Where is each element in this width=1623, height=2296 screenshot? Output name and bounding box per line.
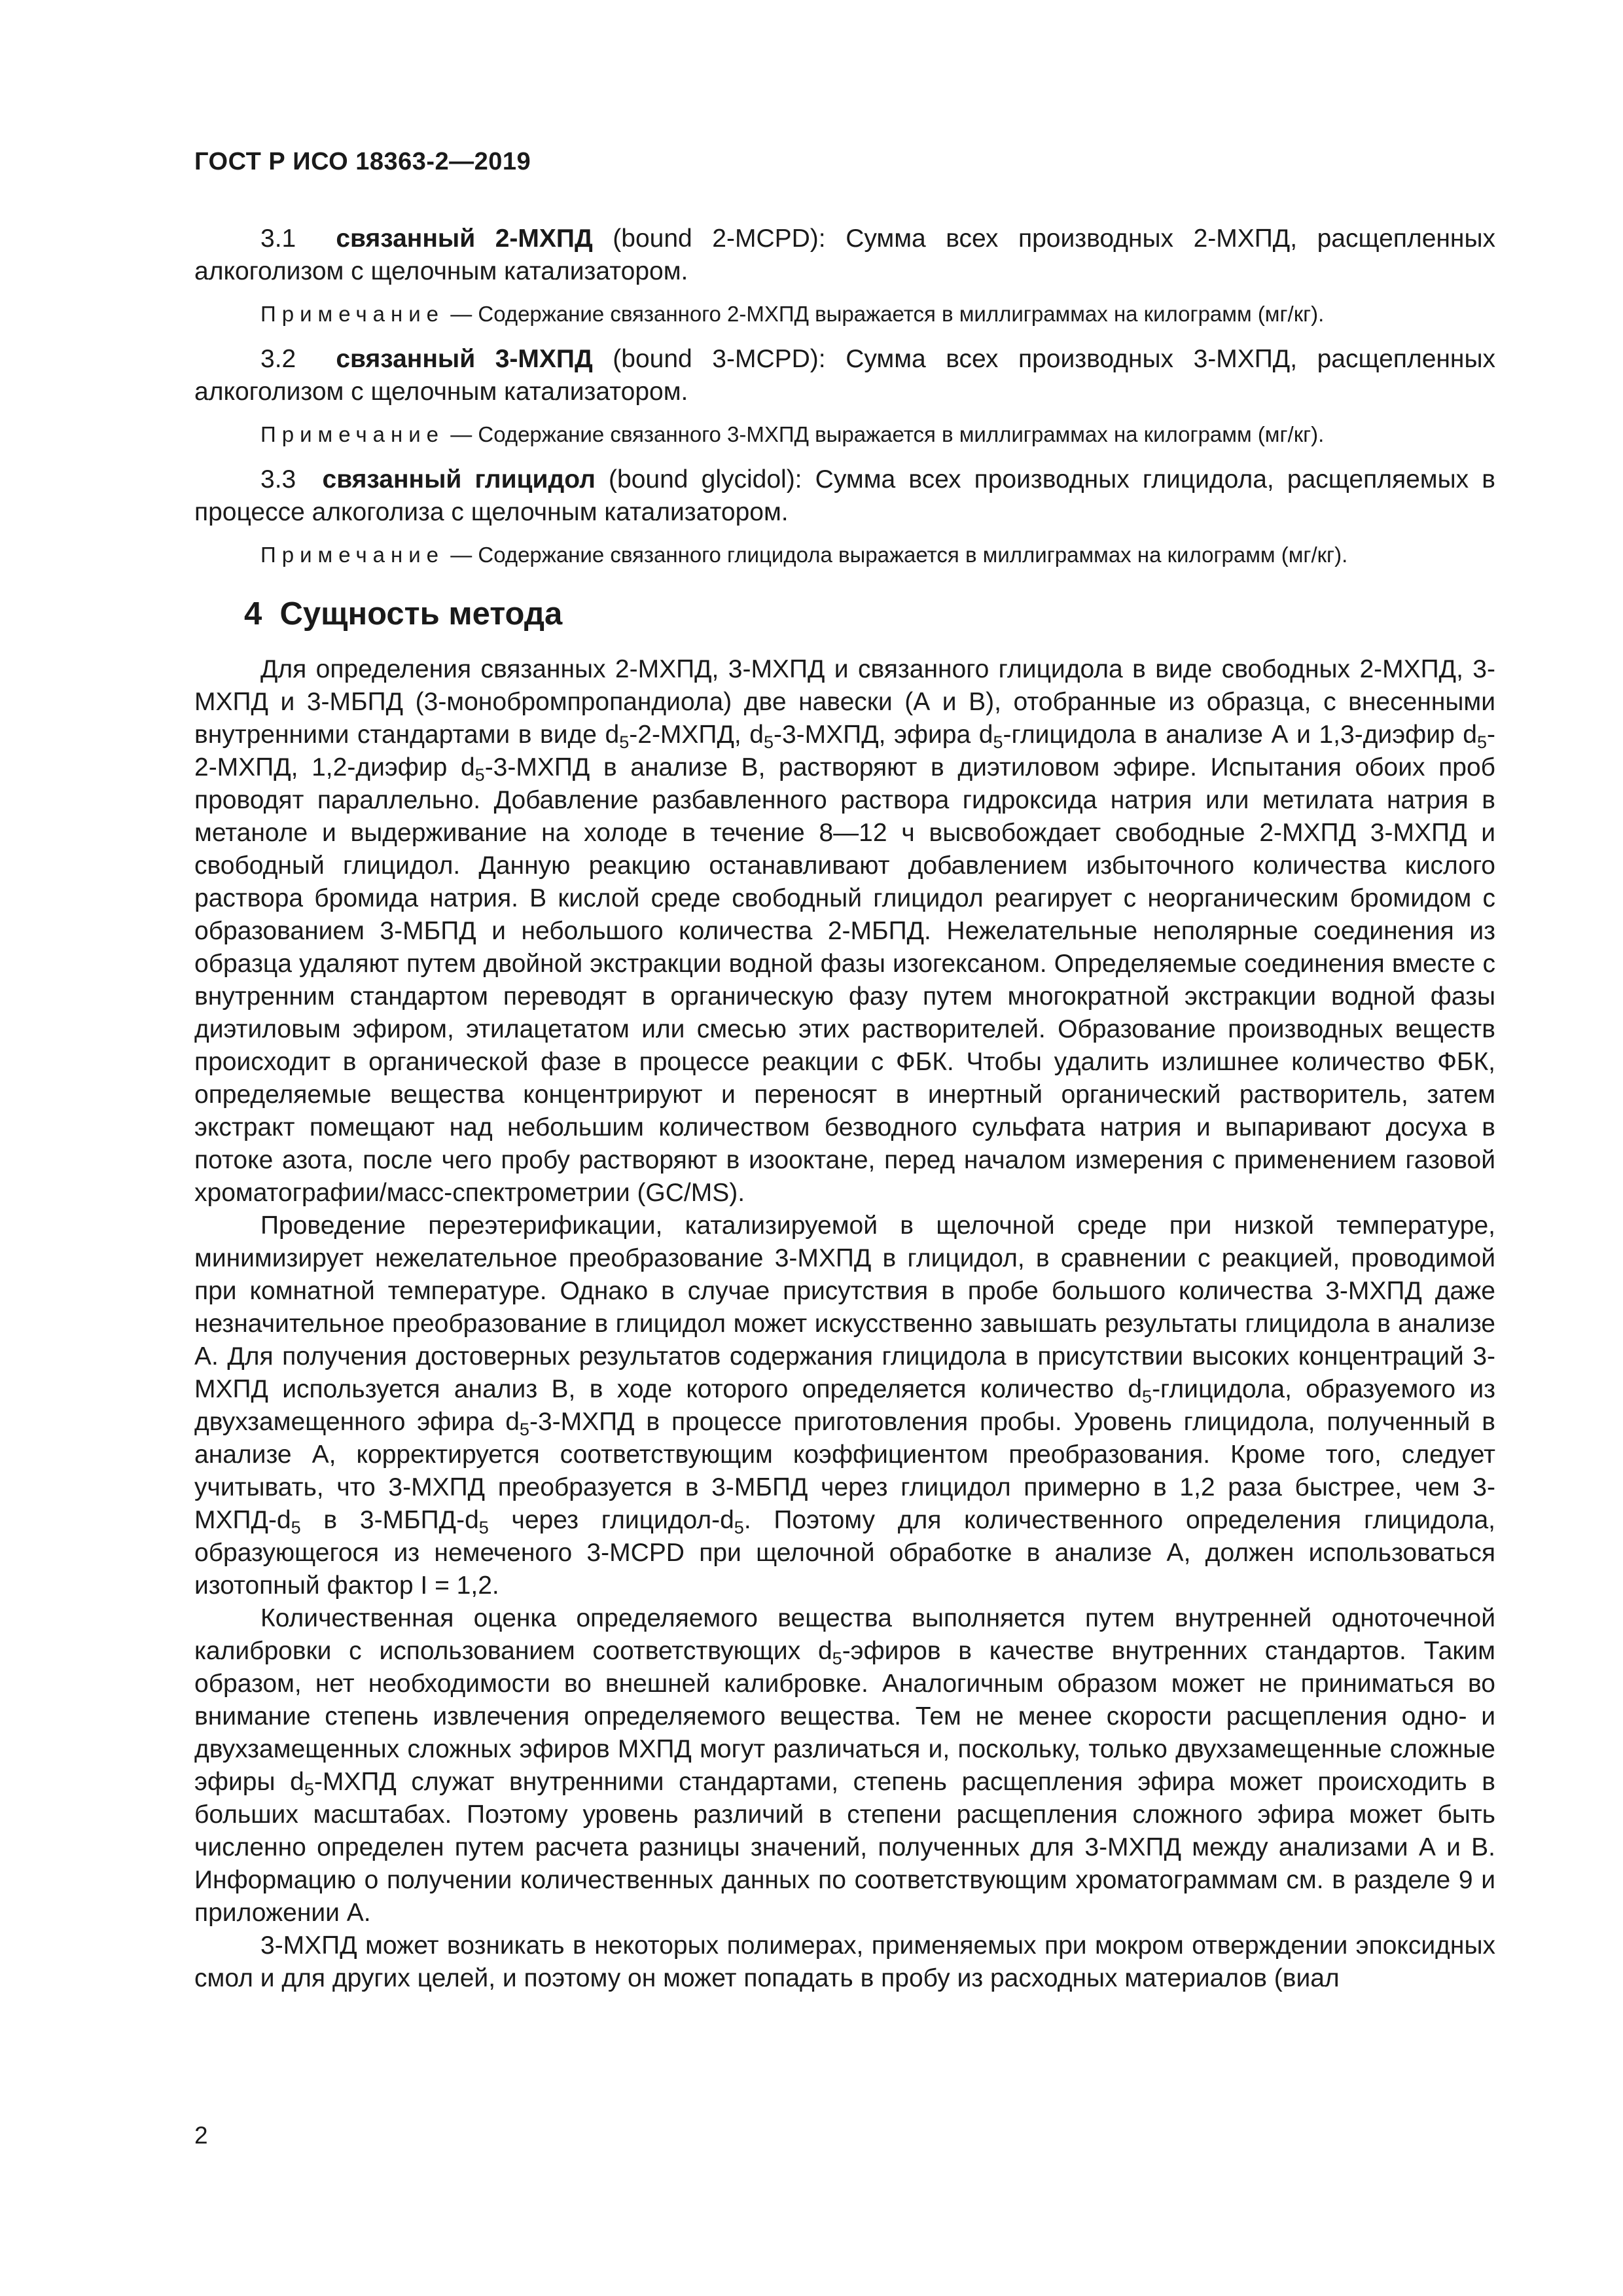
- subscript: 5: [478, 1518, 489, 1537]
- subscript: 5: [763, 732, 774, 752]
- subscript: 5: [474, 765, 485, 785]
- definition-term: связанный глицидол: [322, 465, 596, 493]
- definition-text: Сумма всех производных глицидола, расщепляемых в процессе алкоголиза с щелочным катализатором.: [194, 465, 1496, 526]
- subscript: 5: [1142, 1387, 1152, 1407]
- note-label: Примечание: [260, 543, 445, 567]
- text-run: -МХПД служат внутренними стандартами, степень расщепления эфира может происходить в больших масштабах. Поэтому уровень различий в степени расщепления сложного эфира может быть численно определен путем расчета разницы значений, полученных для 3-МХПД между анализами А и В. Информацию о получении количественных данных по соответствующим хроматограммам см. в разделе 9 и приложении А.: [194, 1768, 1495, 1927]
- page-body: [194, 223, 1495, 1995]
- note-3-1: [194, 300, 1495, 329]
- text-run: -2-МХПД, 1,2-диэфир d: [194, 721, 1495, 781]
- note-text: — Содержание связанного 3-МХПД выражается в миллиграммах на килограмм (мг/кг).: [450, 422, 1325, 446]
- subscript: 5: [619, 732, 630, 752]
- text-run: 3-МХПД может возникать в некоторых полимерах, применяемых при мокром отверждении эпоксидных смол и для других целей, и поэтому он может попадать в пробу из расходных материалов (виал: [194, 1931, 1495, 1992]
- definition-3-3: [194, 463, 1495, 529]
- note-label: Примечание: [260, 422, 445, 446]
- subscript: 5: [1476, 732, 1487, 752]
- text-run: в 3-МБПД-d: [300, 1506, 479, 1534]
- note-3-3: [194, 541, 1495, 569]
- definition-english: (bound 3-MCPD):: [613, 345, 826, 373]
- section-number: 4: [244, 596, 262, 632]
- subscript: 5: [519, 1420, 529, 1439]
- text-run: -эфиров в качестве внутренних стандартов. Таким образом, нет необходимости во внешней калибровке. Аналогичным образом может не приниматься во внимание степень извлечения определяемого вещества. Тем не менее скорости расщепления одно- и двухзамещенных сложных эфиров МХПД могут различаться и, поскольку, только двухзамещенные сложные эфиры d: [194, 1637, 1495, 1796]
- definition-number: 3.2: [260, 345, 296, 373]
- note-text: — Содержание связанного 2-МХПД выражается в миллиграммах на килограмм (мг/кг).: [450, 302, 1325, 326]
- definition-term: связанный 2-МХПД: [336, 224, 593, 253]
- subscript: 5: [734, 1518, 744, 1537]
- text-run: Для определения связанных 2-МХПД, 3-МХПД и связанного глицидола в виде свободных 2-МХПД, 3-МХПД и 3-МБПД (3-монобромпропандиола) две навески (А и В), отобранные из образца, с внесенными внутренними стандартами в виде d: [194, 655, 1495, 749]
- text-run: -глицидола, образуемого из двухзамещенного эфира d: [194, 1375, 1496, 1436]
- definition-number: 3.3: [260, 465, 296, 493]
- text-run: . Поэтому для количественного определения глицидола, образующегося из немеченого 3-MCPD при щелочной обработке в анализе А, должен использоваться изотопный фактор I = 1,2.: [194, 1506, 1495, 1600]
- subscript: 5: [832, 1649, 842, 1668]
- definition-text: Сумма всех производных 3-МХПД, расщепленных алкоголизом с щелочным катализатором.: [194, 345, 1495, 406]
- standard-header: ГОСТ Р ИСО 18363-2—2019: [194, 148, 531, 175]
- text-run: -3-МХПД в процессе приготовления пробы. Уровень глицидола, полученный в анализе А, корректируется соответствующим коэффициентом преобразования. Кроме того, следует учитывать, что 3-МХПД преобразуется в 3-МБПД через глицидол примерно в 1,2 раза быстрее, чем 3-МХПД-d: [194, 1408, 1495, 1534]
- text-run: Количественная оценка определяемого вещества выполняется путем внутренней одноточечной калибровки с использованием соответствующих d: [194, 1604, 1495, 1665]
- definition-3-2: [194, 343, 1495, 408]
- page-number: 2: [194, 2122, 208, 2149]
- paragraph-3: [194, 1602, 1495, 1929]
- subscript: 5: [291, 1518, 301, 1537]
- note-label: Примечание: [260, 302, 445, 326]
- text-run: -глицидола в анализе А и 1,3-диэфир d: [1003, 721, 1477, 749]
- definition-number: 3.1: [260, 224, 296, 253]
- paragraph-2: [194, 1210, 1495, 1602]
- paragraph-1: [194, 653, 1495, 1210]
- text-run: -3-МХПД, эфира d: [774, 721, 993, 749]
- text-run: через глицидол-d: [488, 1506, 734, 1534]
- definition-text: Сумма всех производных 2-МХПД, расщепленных алкоголизом с щелочным катализатором.: [194, 224, 1495, 285]
- text-run: -3-МХПД в анализе В, растворяют в диэтиловом эфире. Испытания обоих проб проводят параллельно. Добавление разбавленного раствора гидроксида натрия или метилата натрия в метаноле и выдерживание на холоде в течение 8—12 ч высвобождает свободные 2-МХПД 3-МХПД и свободный глицидол. Данную реакцию останавливают добавлением избыточного количества кислого раствора бромида натрия. В кислой среде свободный глицидол реагирует с неорганическим бромидом с образованием 3-МБПД и небольшого количества 2-МБПД. Нежелательные неполярные соединения из образца удаляют путем двойной экстракции водной фазы изогексаном. Определяемые соединения вместе с внутренним стандартом переводят в органическую фазу путем многократной экстракции водной фазы диэтиловым эфиром, этилацетатом или смесью этих растворителей. Образование производных веществ происходит в органической фазе в процессе реакции с ФБК. Чтобы удалить излишнее количество ФБК, определяемые вещества концентрируют и переносят в инертный органический растворитель, затем экстракт помещают над небольшим количеством безводного сульфата натрия и выпаривают досуха в потоке азота, после чего пробу растворяют в изооктане, перед началом измерения с применением газовой хроматографии/масс-спектрометрии (GC/MS).: [194, 753, 1495, 1207]
- definition-term: связанный 3-МХПД: [336, 345, 593, 373]
- note-3-2: [194, 420, 1495, 449]
- subscript: 5: [993, 732, 1003, 752]
- section-heading: [194, 594, 1495, 634]
- text-run: -2-МХПД, d: [629, 721, 764, 749]
- text-run: Проведение переэтерификации, катализируемой в щелочной среде при низкой температуре, минимизирует нежелательное преобразование 3-МХПД в глицидол, в сравнении с реакцией, проводимой при комнатной температуре. Однако в случае присутствия в пробе большого количества 3-МХПД даже незначительное преобразование в глицидол может искусственно завышать результаты глицидола в анализе А. Для получения достоверных результатов содержания глицидола в присутствии высоких концентраций 3-МХПД используется анализ В, в ходе которого определяется количество d: [194, 1211, 1495, 1403]
- definition-english: (bound 2-MCPD):: [613, 224, 826, 253]
- definition-english: (bound glycidol):: [609, 465, 802, 493]
- subscript: 5: [304, 1780, 314, 1799]
- definition-3-1: [194, 223, 1495, 288]
- note-text: — Содержание связанного глицидола выражается в миллиграммах на килограмм (мг/кг).: [450, 543, 1348, 567]
- paragraph-4: [194, 1929, 1495, 1995]
- section-title: Сущность метода: [279, 596, 563, 632]
